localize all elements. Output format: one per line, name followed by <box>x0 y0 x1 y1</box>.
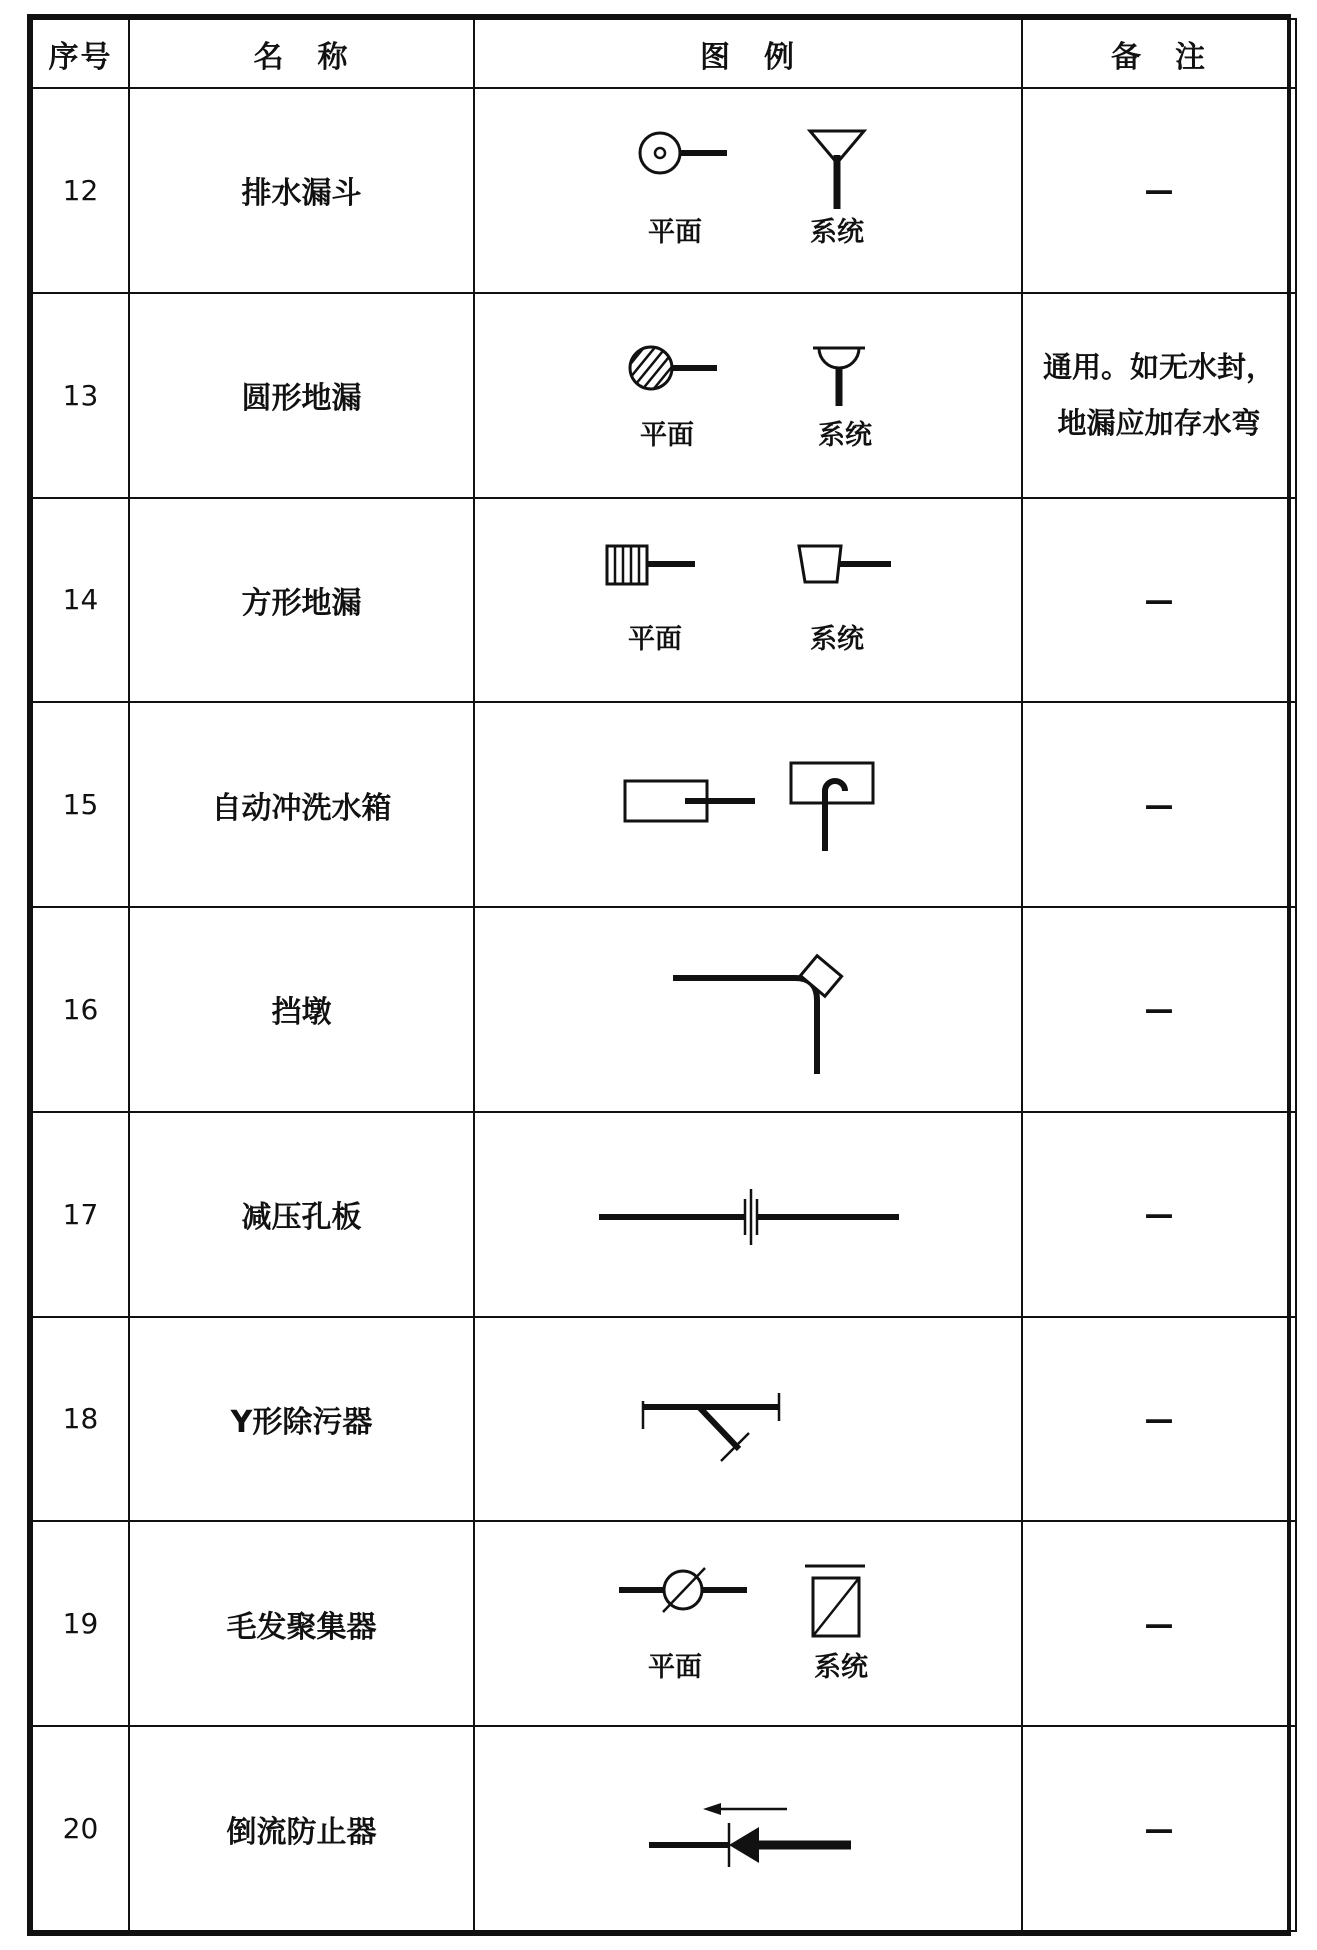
row-legend <box>474 907 1022 1112</box>
round-floor-drain-symbol <box>475 298 1023 493</box>
row-no: 12 <box>32 88 129 293</box>
plan-label: 平面 <box>640 419 694 451</box>
table-row <box>32 498 1296 703</box>
thrust-block-symbol <box>475 912 1023 1107</box>
row-note <box>1022 293 1296 498</box>
row-legend <box>474 498 1022 703</box>
row-legend <box>474 88 1022 293</box>
row-name: 自动冲洗水箱 <box>129 702 474 907</box>
row-no: 16 <box>32 907 129 1112</box>
header-row <box>32 19 1296 88</box>
system-label: 系统 <box>810 624 864 656</box>
table-row <box>32 1112 1296 1317</box>
row-name: 方形地漏 <box>129 498 474 703</box>
system-label: 系统 <box>810 216 864 248</box>
row-no: 15 <box>32 702 129 907</box>
note-line: 地漏应加存水弯 <box>1057 406 1261 441</box>
row-no: 14 <box>32 498 129 703</box>
header-name: 名 称 <box>129 19 474 88</box>
row-legend <box>474 293 1022 498</box>
row-note: — <box>1022 1112 1296 1317</box>
row-note: — <box>1022 1726 1296 1931</box>
row-legend <box>474 1317 1022 1522</box>
row-legend <box>474 1112 1022 1317</box>
row-no: 19 <box>32 1521 129 1726</box>
square-floor-drain-symbol <box>475 502 1023 697</box>
table-row <box>32 293 1296 498</box>
row-legend <box>474 1521 1022 1726</box>
row-note: — <box>1022 498 1296 703</box>
row-name: 倒流防止器 <box>129 1726 474 1931</box>
header-note: 备 注 <box>1022 19 1296 88</box>
row-note: — <box>1022 1521 1296 1726</box>
row-legend <box>474 1726 1022 1931</box>
row-no: 13 <box>32 293 129 498</box>
note-line: 通用。如无水封， <box>1042 350 1275 385</box>
table-row <box>32 1521 1296 1726</box>
auto-flush-tank-symbol <box>475 707 1023 902</box>
pressure-reducing-orifice-symbol <box>475 1117 1023 1312</box>
table-row <box>32 1317 1296 1522</box>
header-legend: 图 例 <box>474 19 1022 88</box>
table-row <box>32 88 1296 293</box>
header-no: 序号 <box>32 19 129 88</box>
row-name: 圆形地漏 <box>129 293 474 498</box>
row-note: — <box>1022 1317 1296 1522</box>
row-no: 17 <box>32 1112 129 1317</box>
backflow-preventer-symbol <box>475 1731 1023 1926</box>
row-name: 减压孔板 <box>129 1112 474 1317</box>
row-note: — <box>1022 88 1296 293</box>
system-label: 系统 <box>818 419 872 451</box>
plan-label: 平面 <box>648 216 702 248</box>
table-row <box>32 702 1296 907</box>
system-label: 系统 <box>814 1652 868 1684</box>
row-no: 20 <box>32 1726 129 1931</box>
row-name: 排水漏斗 <box>129 88 474 293</box>
row-note: — <box>1022 907 1296 1112</box>
y-strainer-symbol <box>475 1321 1023 1516</box>
row-name: 毛发聚集器 <box>129 1521 474 1726</box>
row-no: 18 <box>32 1317 129 1522</box>
row-name: 挡墩 <box>129 907 474 1112</box>
row-legend <box>474 702 1022 907</box>
plan-label: 平面 <box>648 1652 702 1684</box>
row-note: — <box>1022 702 1296 907</box>
plan-label: 平面 <box>628 624 682 656</box>
row-name: Y形除污器 <box>129 1317 474 1522</box>
table-row <box>32 907 1296 1112</box>
legend-table <box>27 14 1291 1936</box>
hair-collector-symbol <box>475 1526 1023 1721</box>
table-row <box>32 1726 1296 1931</box>
drain-funnel-symbol <box>475 93 1023 288</box>
